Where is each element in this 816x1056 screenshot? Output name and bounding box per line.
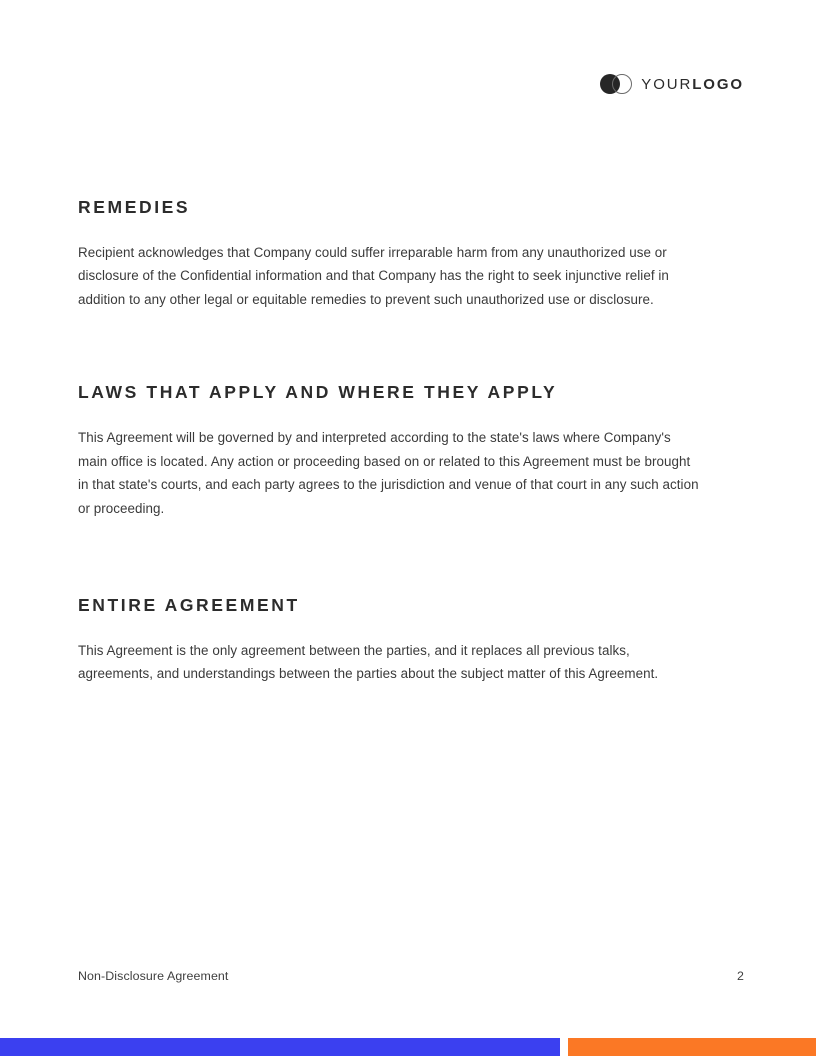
section-heading: REMEDIES — [78, 197, 191, 217]
section-body: This Agreement is the only agreement between the parties, and it replaces all previous talks, agreements, and understandings between the parties about the subject matter of this Agreement. — [78, 642, 659, 682]
footer-page-number: 2 — [737, 969, 744, 983]
logo-text-bold: LOGO — [692, 75, 744, 93]
document-content — [78, 196, 703, 686]
section-body: This Agreement will be governed by and interpreted according to the state's laws where Company's main office is located. Any action or proceeding based on or related to this Agreement must be brought in that state's courts, and each party agrees to the jurisdiction and venue of that court in any such action or proceeding. — [78, 430, 699, 516]
section-entire-agreement — [78, 594, 703, 686]
page-header — [0, 0, 816, 150]
logo-text-light: YOUR — [641, 75, 693, 93]
footer-bar-orange — [568, 1038, 816, 1056]
page-footer — [78, 969, 744, 983]
section-spacer — [78, 355, 703, 381]
logo-wordmark — [641, 77, 744, 92]
section-spacer — [78, 564, 703, 594]
outline-circle-icon — [612, 74, 632, 94]
footer-document-title: Non-Disclosure Agreement — [78, 969, 229, 983]
section-body: Recipient acknowledges that Company could suffer irreparable harm from any unauthorized use or disclosure of the Confidential information and that Company has the right to seek injunctive relief in addition to any other legal or equitable remedies to prevent such unauthorized use or disclosure. — [78, 244, 669, 307]
two-circles-logo-mark-icon — [600, 74, 632, 94]
section-heading: LAWS THAT APPLY AND WHERE THEY APPLY — [78, 382, 558, 403]
company-logo — [600, 72, 744, 96]
section-laws-that-apply — [78, 381, 703, 520]
section-heading: ENTIRE AGREEMENT — [78, 595, 300, 615]
section-remedies — [78, 196, 703, 311]
footer-bar-blue — [0, 1038, 560, 1056]
footer-color-bars — [0, 1038, 816, 1056]
